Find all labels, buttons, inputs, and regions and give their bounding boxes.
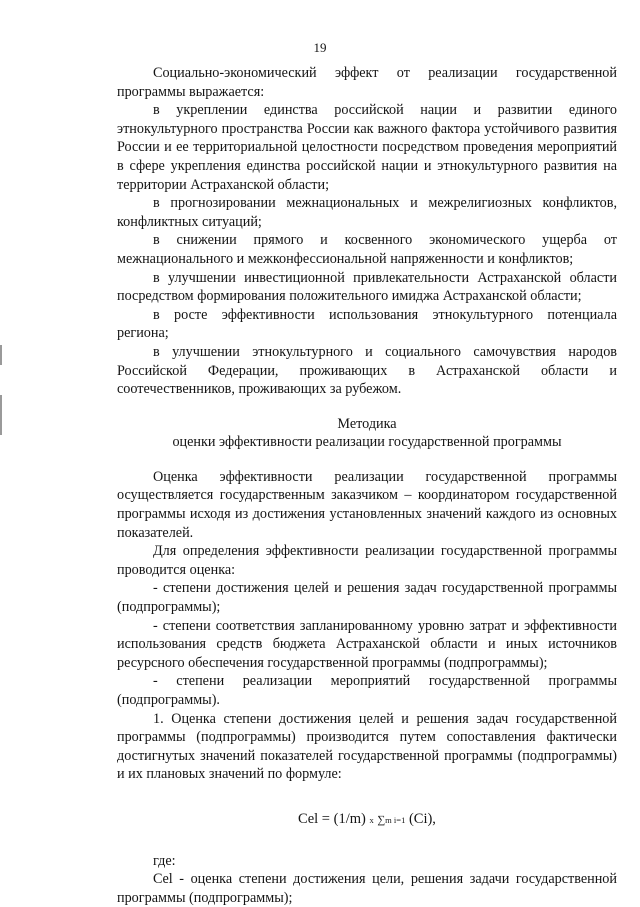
paragraph: - степени реализации мероприятий государственной программы (подпрограммы). [117,673,617,708]
formula [117,810,617,830]
paragraph: в улучшении инвестиционной привлекательности Астраханской области посредством формирования положительного имиджа Астраханской области; [117,269,617,305]
paragraph: в улучшении этнокультурного и социального самочувствия народов Российской Федерации, проживающих в Астраханской области и соотечественников, проживающих за рубежом. [117,343,617,398]
formula-times: x [369,814,374,825]
formula-limits: m i=1 [385,814,406,825]
document-body [117,64,617,907]
where-label: где: [153,852,176,869]
paragraph: - степени достижения целей и решения задач государственной программы (подпрограммы); [117,580,617,616]
paragraph: в снижении прямого и косвенного экономического ущерба от межнационального и межконфессиональной напряженности и конфликтов; [117,232,617,267]
paragraph: Оценка эффективности реализации государственной программы осуществляется государственным заказчиком – координатором государственной программы исходя из достижения установленных значений каждого из основных показателей. [117,468,617,541]
paragraph: 1. Оценка степени достижения целей и решения задач государственной программы (подпрограммы) производится путем сопоставления фактически достигнутых значений показателей государственной программы (подпрограммы) и их плановых значений по формуле: [117,710,617,783]
scan-margin-mark [0,395,2,435]
paragraph: в прогнозировании межнациональных и межрелигиозных конфликтов, конфликтных ситуаций; [117,195,617,230]
paragraph: Для определения эффективности реализации государственной программы проводится оценка: [117,543,617,578]
formula-argument: (Ci), [408,810,436,827]
paragraph: в росте эффективности использования этнокультурного потенциала региона; [117,306,617,342]
paragraph: Cel - оценка степени достижения цели, решения задачи государственной программы (подпрограммы); [117,871,617,906]
page-number: 19 [313,40,327,55]
section-subheading: оценки эффективности реализации государственной программы [172,434,562,451]
sum-symbol: ∑ [377,813,386,826]
paragraph: - степени соответствия запланированному уровню затрат и эффективности использования средств бюджета Астраханской области и иных источников ресурсного обеспечения государственной программы (подпрограммы); [117,617,617,671]
scan-margin-mark [0,345,2,365]
paragraph: Социально-экономический эффект от реализации государственной программы выражается: [117,65,617,100]
section-heading: Методика [337,415,397,432]
paragraph: в укреплении единства российской нации и развитии единого этнокультурного пространства России как важного фактора устойчивого развития России и ее территориальной целостности посредством проведения мероприятий в сфере укрепления единства российской нации и этнокультурного развития на территории Астраханской области; [117,102,617,193]
formula-main: Cel = (1/m) [298,810,366,827]
